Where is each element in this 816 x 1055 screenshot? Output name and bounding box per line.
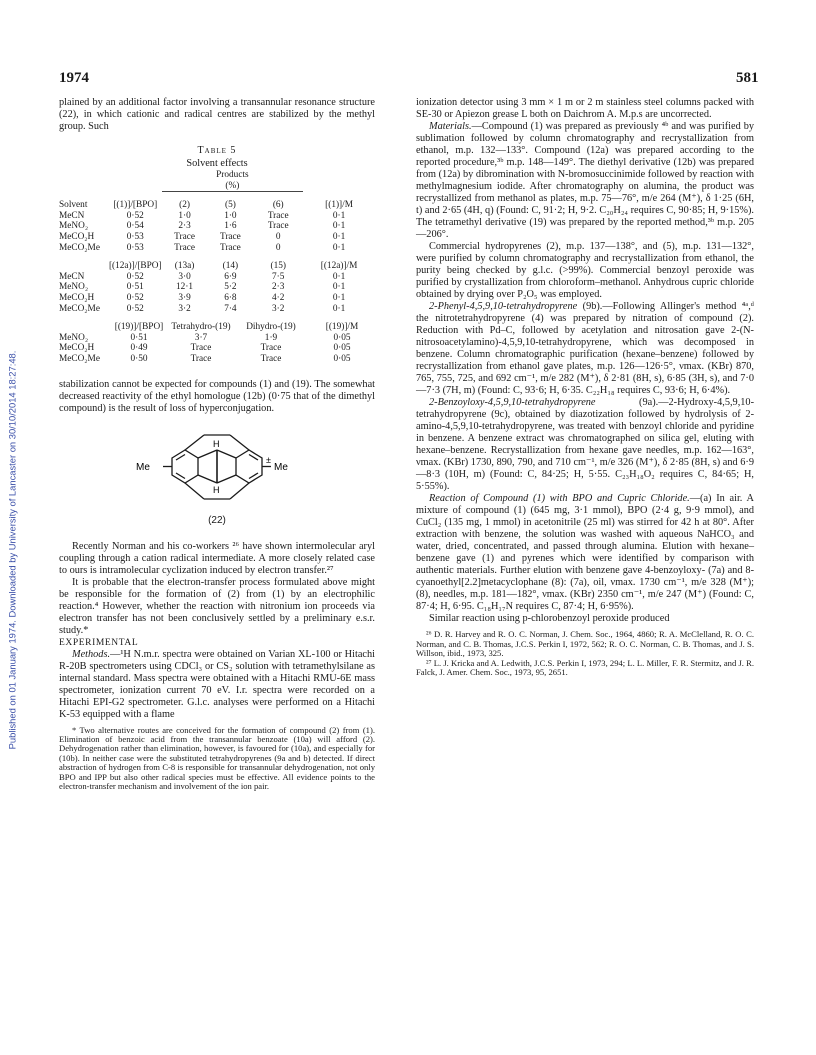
block2-header-cell: (14) (222, 261, 239, 272)
solvent-effects-table (59, 170, 375, 314)
table-cell: 0·52 (126, 271, 144, 282)
table-row (59, 232, 375, 243)
table-row (59, 282, 375, 293)
table-cell: 0·1 (332, 303, 346, 314)
table-cell: 0·05 (333, 332, 351, 343)
table-cell: 0·54 (126, 221, 144, 232)
block3-header-cell: [(19)]/[BPO] (114, 322, 164, 333)
block3-header-cell (59, 314, 109, 333)
table-cell: 0 (275, 231, 281, 242)
table-cell: 1·6 (224, 221, 237, 232)
table-cell: MeCO₂H (59, 231, 95, 242)
table-cell: 0·1 (332, 271, 346, 282)
table-cell: 4·2 (272, 292, 285, 303)
block2-header-cell: (15) (270, 261, 286, 272)
table-cell: MeCO₂Me (59, 303, 100, 314)
table-cell: 0·51 (130, 332, 148, 343)
table-cell: 6·9 (224, 271, 237, 282)
table-cell: Trace (260, 353, 282, 364)
right-last-paragraph: Similar reaction using p-chlorobenzoyl peroxide produced (429, 613, 670, 624)
table-row (59, 333, 375, 344)
table-cell: 0·52 (126, 210, 144, 221)
block3-header-cell: Tetrahydro-(19) (171, 322, 231, 333)
table-cell: 0·52 (126, 292, 144, 303)
table-cell: MeCO₂Me (59, 353, 100, 364)
table-cell: 0·1 (332, 282, 346, 293)
left-column (59, 97, 375, 791)
methods-heading: Methods. (72, 648, 111, 660)
block1-header-cell: [(1)]/M (325, 200, 354, 211)
block2-header-cell: [(12a)]/M (320, 261, 358, 272)
benzoyloxy-heading: 2-Benzoyloxy-4,5,9,10-tetrahydropyrene (429, 397, 596, 408)
page-year: 1974 (59, 70, 89, 86)
table-cell: Trace (190, 353, 212, 364)
solvent-effects-table-part3 (59, 314, 375, 364)
table-products-unit: (%) (162, 181, 304, 192)
table-cell: 7·5 (272, 271, 285, 282)
materials-heading: Materials. (429, 121, 472, 132)
table-cell: 0 (275, 242, 281, 253)
table-cell: Trace (174, 242, 195, 253)
table-cell: 3·2 (178, 303, 191, 314)
methyl-left-label: Me (136, 461, 150, 473)
table-cell: Trace (190, 343, 212, 354)
table-cell: MeNO₂ (59, 221, 89, 232)
table-products-label: Products (216, 170, 249, 180)
table-subtitle: Solvent effects (186, 158, 248, 169)
table-cell: Trace (260, 343, 282, 354)
table-cell: 12·1 (176, 282, 194, 293)
table-row (59, 304, 375, 315)
phenyl-heading: 2-Phenyl-4,5,9,10-tetrahydropyrene (429, 301, 578, 312)
hydrogen-top-label: H (213, 438, 220, 449)
table-cell: 1·0 (224, 210, 237, 221)
table-cell: 0·05 (333, 353, 351, 364)
block2-header-cell (59, 253, 109, 272)
table-row (59, 343, 375, 354)
block1-header-cell: (6) (272, 200, 284, 211)
table-cell: 7·4 (224, 303, 237, 314)
table-row (59, 354, 375, 365)
block1-header-cell: (2) (179, 200, 190, 211)
table-title: Table 5 (197, 145, 237, 156)
table-row (59, 221, 375, 232)
phenyl-text: (9b).—Following Allinger's method ⁴ᵃ,ᵈ the nitrotetrahydropyrene (4) was prepared by nitration of compound (2). Reduction with Pd–C, followed by acetylation and nitrosation gave 2-(N-nitrosoacetylamino)-4,5,9,10-tetrahydropyrene, which was decomposed in benzene. Column chromatographic purification (hexane–benzene) followed by recrystallization from ethanol gave plates, m.p. 126—126·5°, νmax. (KBr) 870, 765, 755, 725, and 692 cm⁻¹, m/e 282 (M⁺), δ 2·81 (8H, s), 6·85 (3H, s), and 7·0—7·3 (7H, m) (Found: C, 93·6; H, 6·35. C₂₂H₁₈ requires C, 93·6; H, 6·4%). (416, 301, 754, 396)
left-paragraph-1: stabilization cannot be expected for compounds (1) and (19). The somewhat decreased reactivity of the ethyl homologue (12b) (0·75 that of the dimethyl compound) is the result of loss of hyperconjugation. (59, 378, 375, 414)
benzoyloxy-paragraph (416, 397, 754, 493)
table-cell: 0·1 (332, 210, 346, 221)
left-intro-paragraph: plained by an additional factor involving a transannular resonance structure (22), in which cationic and radical centres are stabilized by the methyl group. Such (59, 97, 375, 132)
table-cell: 0·51 (126, 282, 144, 293)
block2-header-cell: [(12a)]/[BPO] (108, 261, 162, 272)
table-block-1 (59, 192, 375, 253)
table-row (59, 243, 375, 254)
block1-header-row (59, 192, 375, 211)
table-cell: Trace (174, 231, 195, 242)
table-row (59, 272, 375, 283)
left-paragraph-2: Recently Norman and his co-workers ²⁶ have shown intermolecular aryl coupling through a cation radical intermediate. A more closely related case to ours is intramolecular cyclization induced by electron transfer.²⁷ (59, 540, 375, 576)
table-cell: Trace (267, 210, 289, 221)
benzoyloxy-text: (9a).—2-Hydroxy-4,5,9,10-tetrahydropyrene (9c), obtained by diazotization followed by hydrolysis of 2-amino-4,5,9,10-tetrahydropyrene, was treated with benzoyl chloride and pyridine in benzene. A benzene extract was chromatographed on silica gel, eluting with hexane–benzene. Recrystallization from hexane gave needles, m.p. 162—163°, νmax. (KBr) 1730, 890, 790, and 710 cm⁻¹, m/e 326 (M⁺), δ 2·85 (8H, s) and 6·9—8·3 (10H, m) (Found: C, 84·25; H, 5·55. C₂₃H₁₈O₂ requires C, 84·65; H, 5·55%). (416, 397, 754, 492)
table-cell: 6·8 (224, 292, 237, 303)
reaction-heading: Reaction of Compound (1) with BPO and Cupric Chloride. (429, 493, 690, 504)
reference-27: ²⁷ L. J. Kricka and A. Ledwith, J.C.S. Perkin I, 1973, 294; L. L. Miller, F. R. Stermitz, and J. R. Falck, J. Amer. Chem. Soc., 1973, 95, 2651. (416, 657, 754, 678)
table-cell: 0·49 (130, 343, 148, 354)
table-row (59, 211, 375, 222)
footnote: * Two alternative routes are conceived for the formation of compound (2) from (1). Elimination of benzoic acid from the transannular benzoate (10a) will afford (2). Dehydrogenation rather than elimination, however, is favoured for (10a), and especially for (10b). In neither case were the substituted tetrahydropyrenes (9a and b) detected. If direct abstraction of hydrogen from C-8 is responsible for transannular dehydrogenation, not only BPO and IPP but also other radical species must be effective. All evidence points to the electron-transfer mechanism and involvement of the ion pair. (59, 724, 375, 791)
right-paragraph-2: Commercial hydropyrenes (2), m.p. 137—138°, and (5), m.p. 131—132°, were purified by column chromatography and recrystallization from ethanol, the purity being checked by g.l.c. (>99%). Commercial benzoyl peroxide was purified by crystallization from chloroform–methanol. Anhydrous cupric chloride obtained by drying over P₂O₅ was employed. (416, 241, 754, 300)
table-cell: MeNO₂ (59, 282, 89, 293)
table-cell: MeCO₂H (59, 343, 95, 354)
block1-header-cell: (5) (224, 200, 236, 211)
structure-label: (22) (208, 514, 226, 526)
table-cell: 0·1 (332, 292, 346, 303)
hydrogen-bottom-label: H (213, 484, 220, 495)
table-cell: 0·50 (130, 353, 148, 364)
table-cell: 5·2 (224, 282, 237, 293)
download-watermark (4, 140, 20, 960)
methods-text: —¹H N.m.r. spectra were obtained on Varian XL-100 or Hitachi R-20B spectrometers using CDCl₃ or CS₂ solution with tetramethylsilane as internal standard. Mass spectra were obtained with a Hitachi RMU-6E mass spectrometer, ionization current 70 eV. I.r. spectra were recorded on a Hitachi EPI-G2 spectrometer. G.l.c. analyses were performed on a Hitachi K-53 equipped with a flame (59, 648, 375, 720)
table-cell: MeCN (59, 271, 85, 282)
references (416, 630, 754, 678)
reference-26: ²⁶ D. R. Harvey and R. O. C. Norman, J. Chem. Soc., 1964, 4860; R. A. McClelland, R. O. C. Norman, and C. B. Thomas, J.C.S. Perkin I, 1972, 562; R. O. C. Norman, C. B. Thomas, and J. S. Willson, ibid., 1973, 325. (416, 629, 754, 659)
table-cell: 0·1 (332, 221, 346, 232)
charge-symbol: ± (266, 454, 271, 465)
block1-header-cell: Solvent (59, 200, 88, 211)
block3-header-row (59, 314, 375, 333)
phenyl-paragraph (416, 301, 754, 397)
structure-22-diagram (132, 423, 302, 513)
table-cell: 3·0 (178, 271, 191, 282)
block2-header-row (59, 253, 375, 272)
table-cell: 3·2 (272, 303, 285, 314)
methods-paragraph (59, 649, 375, 721)
table-cell: 0·1 (332, 231, 346, 242)
table-cell: 3·7 (194, 332, 208, 343)
table-cell: 2·3 (178, 221, 191, 232)
reaction-paragraph (416, 493, 754, 613)
table-cell: 3·9 (178, 292, 191, 303)
block3-header-cell: [(19)]/M (325, 322, 359, 333)
left-paragraph-3: It is probable that the electron-transfer process formulated above might be responsible for the formation of (2) from (1) by an electrophilic reaction.⁴ However, whether the reaction with nitronium ion proceeds via electron transfer has not been conclusively settled by a preliminary e.s.r. study.* (59, 576, 375, 636)
table-row (59, 293, 375, 304)
table-cell: 0·53 (126, 231, 144, 242)
table-block-2 (59, 253, 375, 314)
block2-header-cell: (13a) (174, 261, 195, 272)
table-cell: Trace (219, 231, 241, 242)
reaction-text: —(a) In air. A mixture of compound (1) (645 mg, 3·1 mmol), BPO (2·4 g, 9·9 mmol), and CuCl₂ (135 mg, 1 mmol) in acetonitrile (25 ml) was stirred for 42 h at 80°. After extraction with benzene, the solution was washed with aqueous NaHCO₃ and water, dried, concentrated, and passed through alumina. Elution with hexane–benzene gave (1) and pyrenes which were identified by comparison with authentic materials. Further elution with benzene gave 4-benzoyloxy- (7a) and 8-cyanoethyl[2.2]metacyclophane (8): (7a), oil, νmax. 1730 cm⁻¹, m/e 328 (M⁺); (8), needles, m.p. 181—182°, νmax. (KBr) 2350 cm⁻¹, m/e 247 (M⁺) (Found: C, 87·4; H, 6·95. C₁₈H₁₇N requires C, 87·4; H, 6·95%). (416, 493, 754, 612)
table-cell: MeNO₂ (59, 332, 89, 343)
methyl-right-label: Me (274, 461, 288, 473)
table-block-3 (59, 314, 375, 364)
table-cell: Trace (219, 242, 241, 253)
materials-text: —Compound (1) was prepared as previously ⁴ᵇ and was purified by sublimation followed by column chromatography and recrystallization from ethanol, m.p. 132—133°. Compound (12a) was prepared according to the reported procedure,³ᵇ m.p. 148—149°. The diethyl derivative (12b) was prepared from (12a) by dibromination with N-bromosuccinimide followed by reaction with methylmagnesium iodide. After chromatography on alumina, the product was recrystallized from methanol as plates, m.p. 75—76°, m/e 264 (M⁺), δ 1·25 (6H, t) and 2·65 (4H, q) (Found: C, 91·2; H, 9·2. C₂₀H₂₄ requires C, 90·85; H, 9·15%). The tetramethyl derivative (19) was prepared by the reported method,³ᵇ m.p. 205—206°. (416, 121, 754, 240)
table-cell: 2·3 (272, 282, 285, 293)
table-cell: 0·52 (126, 303, 144, 314)
table-cell: MeCN (59, 210, 85, 221)
table-cell: 0·1 (332, 242, 346, 253)
block1-header-cell: [(1)]/[BPO] (113, 200, 158, 211)
table-cell: Trace (267, 221, 289, 232)
page-number: 581 (736, 70, 759, 86)
right-paragraph-1: ionization detector using 3 mm × 1 m or 2 m stainless steel columns packed with SE-30 or Apiezon grease L both on Daichrom A. M.p.s are uncorrected. (416, 97, 754, 120)
table-cell: 1·0 (178, 210, 191, 221)
table-cell: 0·53 (126, 242, 144, 253)
table-cell: MeCO₂Me (59, 242, 100, 253)
download-watermark-text: Published on 01 January 1974. Downloaded by University of Lancaster on 30/10/2014 18:27:48. (6, 350, 18, 750)
materials-paragraph (416, 121, 754, 241)
right-column (416, 97, 754, 678)
table-cell: 0·05 (333, 343, 351, 354)
table-cell: 1·9 (264, 332, 278, 343)
block3-header-cell: Dihydro-(19) (246, 322, 296, 333)
section-heading-experimental: EXPERIMENTAL (59, 637, 139, 648)
table-cell: MeCO₂H (59, 292, 95, 303)
